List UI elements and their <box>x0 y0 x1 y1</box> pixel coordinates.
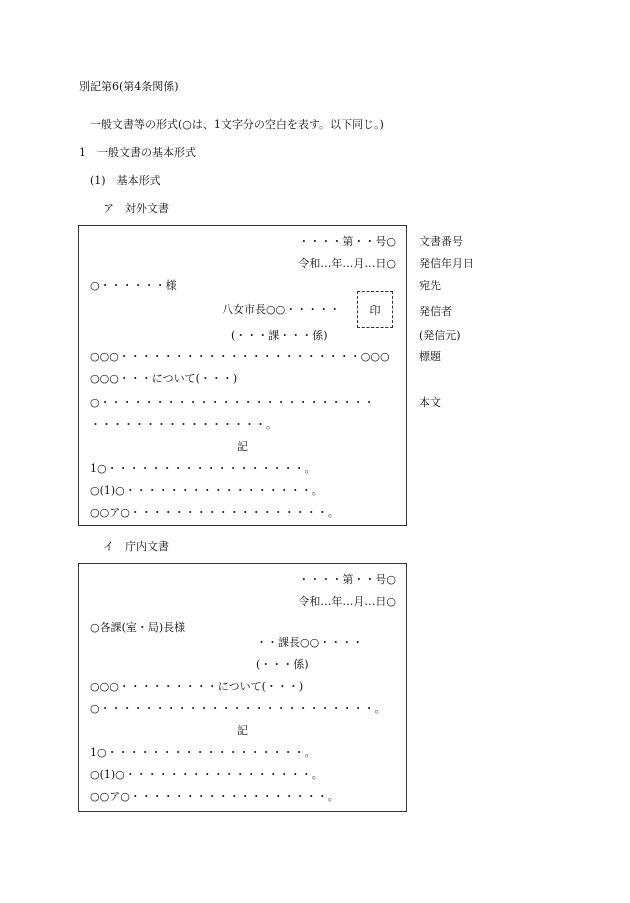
internal-ki: 記 <box>237 724 248 737</box>
label-sender: 発信者 <box>419 305 452 318</box>
external-body-line-2: ・・・・・・・・・・・・・・・・。 <box>90 418 277 431</box>
label-doc-number: 文書番号 <box>419 235 463 248</box>
external-sender: 八女市長○○・・・・・ <box>222 303 341 316</box>
seal-label: 印 <box>369 303 381 317</box>
internal-sender: ・・課長○○・・・・ <box>256 636 364 649</box>
subsection-1-heading: (1) 基本形式 <box>90 174 161 187</box>
label-subject: 標題 <box>419 350 441 363</box>
internal-sender-dept: (・・・係) <box>256 658 309 671</box>
internal-body-line-1: ○・・・・・・・・・・・・・・・・・・・・・・・・・。 <box>90 702 386 715</box>
seal-stamp <box>357 291 393 328</box>
internal-subject-about: ○○○・・・・・・・・・について(・・・) <box>90 680 304 693</box>
internal-doc-number: ・・・・第・・号○ <box>298 573 396 586</box>
external-item-1: 1○・・・・・・・・・・・・・・・・・・。 <box>90 462 316 475</box>
external-doc-number: ・・・・第・・号○ <box>298 235 396 248</box>
external-body-line-1: ○・・・・・・・・・・・・・・・・・・・・・・・・・ <box>90 396 375 409</box>
label-sender-origin: (発信元) <box>419 329 461 342</box>
section-1-heading: 1 一般文書の基本形式 <box>79 146 196 159</box>
internal-item-1: 1○・・・・・・・・・・・・・・・・・・。 <box>90 746 316 759</box>
internal-item-2: ○(1)○・・・・・・・・・・・・・・・・・。 <box>90 768 323 781</box>
external-item-3: ○○ア○・・・・・・・・・・・・・・・・・・。 <box>90 506 339 519</box>
label-recipient: 宛先 <box>419 279 441 292</box>
external-ki: 記 <box>237 440 248 453</box>
external-item-2: ○(1)○・・・・・・・・・・・・・・・・・。 <box>90 484 323 497</box>
external-doc-title: ア 対外文書 <box>103 202 169 215</box>
label-body: 本文 <box>419 396 441 409</box>
internal-date: 令和…年…月…日○ <box>298 595 396 608</box>
external-subject-line: ○○○・・・・・・・・・・・・・・・・・・・・・・○○○ <box>90 350 390 363</box>
external-date: 令和…年…月…日○ <box>298 257 396 270</box>
external-recipient: ○・・・・・・様 <box>90 279 177 292</box>
external-subject-about: ○○○・・・について(・・・) <box>90 372 238 385</box>
external-sender-dept: (・・・課・・・係) <box>231 329 328 342</box>
intro-text: 一般文書等の形式(○は、1文字分の空白を表す。以下同じ。) <box>90 118 384 131</box>
internal-doc-title: イ 庁内文書 <box>103 540 169 553</box>
internal-item-3: ○○ア○・・・・・・・・・・・・・・・・・・。 <box>90 790 339 803</box>
internal-recipient: ○各課(室・局)長様 <box>90 621 186 634</box>
appendix-heading: 別記第6(第4条関係) <box>79 80 179 93</box>
label-date: 発信年月日 <box>419 257 474 270</box>
